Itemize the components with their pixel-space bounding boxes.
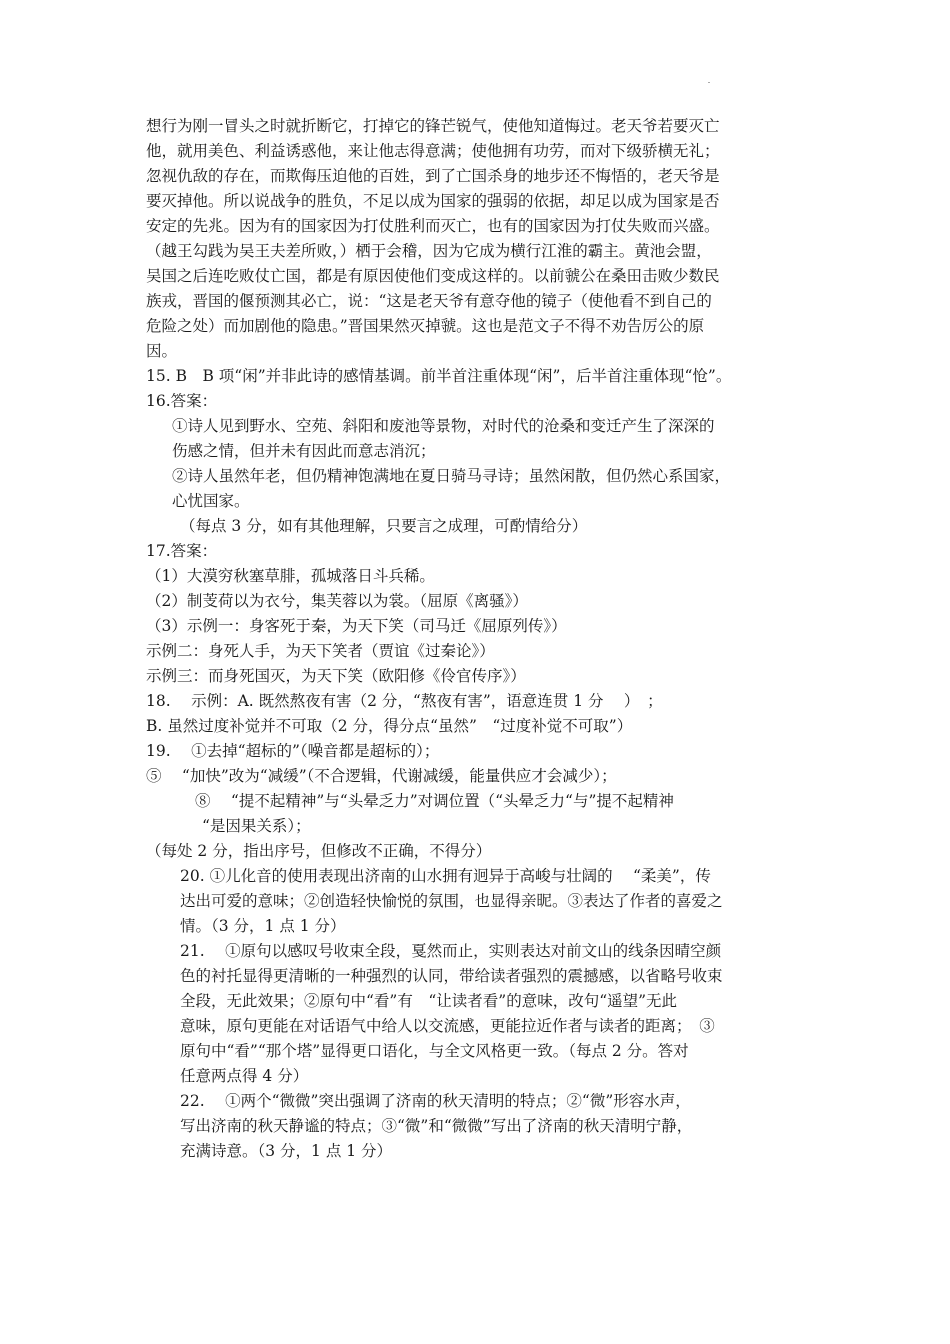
- q16-scoring-note: （每点 3 分，如有其他理解，只要言之成理，可酌情给分）: [180, 517, 588, 535]
- q22-line-1: 22. ①两个“微微”突出强调了济南的秋天清明的特点；②“微”形容水声，: [180, 1092, 691, 1110]
- passage-line-9: 危险之处）而加剧他的隐患。”晋国果然灭掉虢。这也是范文子不得不劝告厉公的原: [146, 317, 705, 335]
- q21-line-5: 原句中“看”“那个塔”显得更口语化，与全文风格更一致。（每点 2 分。答对: [180, 1042, 689, 1060]
- q16-heading: 16.答案：: [146, 392, 218, 410]
- q17-line-4: 示例二：身死人手，为天下笑者（贾谊《过秦论》）: [146, 642, 495, 660]
- q21-line-3: 全段，无此效果；②原句中“看”有 “让读者看”的意味，改句“遥望”无此: [180, 992, 678, 1010]
- q22-line-2: 写出济南的秋天静谧的特点；③“微”和“微微”写出了济南的秋天清明宁静，: [180, 1117, 693, 1135]
- q21-line-2: 色的衬托显得更清晰的一种强烈的认同，带给读者强烈的震撼感，以省略号收束: [180, 967, 723, 985]
- q16-line-2: 伤感之情，但并未有因此而意志消沉；: [172, 442, 436, 460]
- passage-line-4: 要灭掉他。所以说战争的胜负，不足以成为国家的强弱的依据，却足以成为国家是否: [146, 192, 720, 210]
- q17-line-2: （2）制芰荷以为衣兮，集芙蓉以为裳。（屈原《离骚》）: [146, 592, 528, 610]
- q18-line-2: B. 虽然过度补觉并不可取（2 分，得分点“虽然” “过度补觉不可取”）: [146, 717, 633, 735]
- passage-line-10: 因。: [146, 342, 178, 360]
- q17-heading: 17.答案：: [146, 542, 218, 560]
- q15-answer: 15. B B 项“闲”并非此诗的感情基调。前半首注重体现“闲”，后半首注重体现“怆”。: [146, 367, 732, 385]
- passage-line-3: 忽视仇敌的存在，而欺侮压迫他的百姓，到了亡国杀身的地步还不悔悟的，老天爷是: [146, 167, 720, 185]
- passage-line-2: 他，就用美色、利益诱惑他，来让他志得意满；使他拥有功劳，而对下级骄横无礼；: [146, 142, 720, 160]
- passage-line-5: 安定的先兆。因为有的国家因为打仗胜利而灭亡，也有的国家因为打仗失败而兴盛。: [146, 217, 720, 235]
- q22-line-3: 充满诗意。（3 分，1 点 1 分）: [180, 1142, 393, 1160]
- q21-line-4: 意味，原句更能在对话语气中给人以交流感，更能拉近作者与读者的距离； ③: [180, 1017, 715, 1035]
- q19-line-3: ⑧ “提不起精神”与“头晕乏力”对调位置（“头晕乏力“与”提不起精神: [195, 792, 674, 810]
- q19-line-4: “是因果关系）；: [202, 817, 311, 835]
- passage-line-8: 族戎，晋国的偃预测其必亡，说：“这是老天爷有意夺他的镜子（使他看不到自己的: [146, 292, 712, 310]
- passage-line-6: （越王勾践为吴王夫差所败，）栖于会稽，因为它成为横行江淮的霸主。黄池会盟，: [146, 242, 712, 260]
- q20-line-2: 达出可爱的意味；②创造轻快愉悦的氛围，也显得亲昵。③表达了作者的喜爱之: [180, 892, 723, 910]
- q16-line-3: ②诗人虽然年老，但仍精神饱满地在夏日骑马寻诗；虽然闲散，但仍然心系国家，: [172, 467, 731, 485]
- q21-line-1: 21. ①原句以感叹号收束全段，戛然而止，实则表达对前文山的线条因晴空颜: [180, 942, 722, 960]
- q21-line-6: 任意两点得 4 分）: [180, 1067, 309, 1085]
- q20-line-1: 20. ①儿化音的使用表现出济南的山水拥有迥异于高峻与壮阔的 “柔美”，传: [180, 867, 711, 885]
- q19-scoring-note: （每处 2 分，指出序号，但修改不正确，不得分）: [146, 842, 492, 860]
- q16-line-1: ①诗人见到野水、空苑、斜阳和废池等景物，对时代的沧桑和变迁产生了深深的: [172, 417, 715, 435]
- q16-line-4: 心忧国家。: [172, 492, 250, 510]
- q17-line-5: 示例三：而身死国灭，为天下笑（欧阳修《伶官传序》）: [146, 667, 526, 685]
- q19-line-2: ⑤ “加快”改为“减缓”（不合逻辑，代谢减缓，能量供应才会减少）；: [146, 767, 617, 785]
- q17-line-1: （1）大漠穷秋塞草腓，孤城落日斗兵稀。: [146, 567, 435, 585]
- q17-line-3: （3）示例一：身客死于秦，为天下笑（司马迁《屈原列传》）: [146, 617, 567, 635]
- passage-line-1: 想行为刚一冒头之时就折断它，打掉它的锋芒锐气，使他知道悔过。老天爷若要灭亡: [146, 117, 720, 135]
- q20-line-3: 情。（3 分，1 点 1 分）: [180, 917, 346, 935]
- q18-line-1: 18. 示例：A. 既然熬夜有害（2 分，“熬夜有害”，语意连贯 1 分 ） ；: [146, 692, 663, 710]
- scan-speck: [708, 82, 710, 83]
- q19-line-1: 19. ①去掉“超标的”（噪音都是超标的）；: [146, 742, 440, 760]
- passage-line-7: 吴国之后连吃败仗亡国，都是有原因使他们变成这样的。以前虢公在桑田击败少数民: [146, 267, 720, 285]
